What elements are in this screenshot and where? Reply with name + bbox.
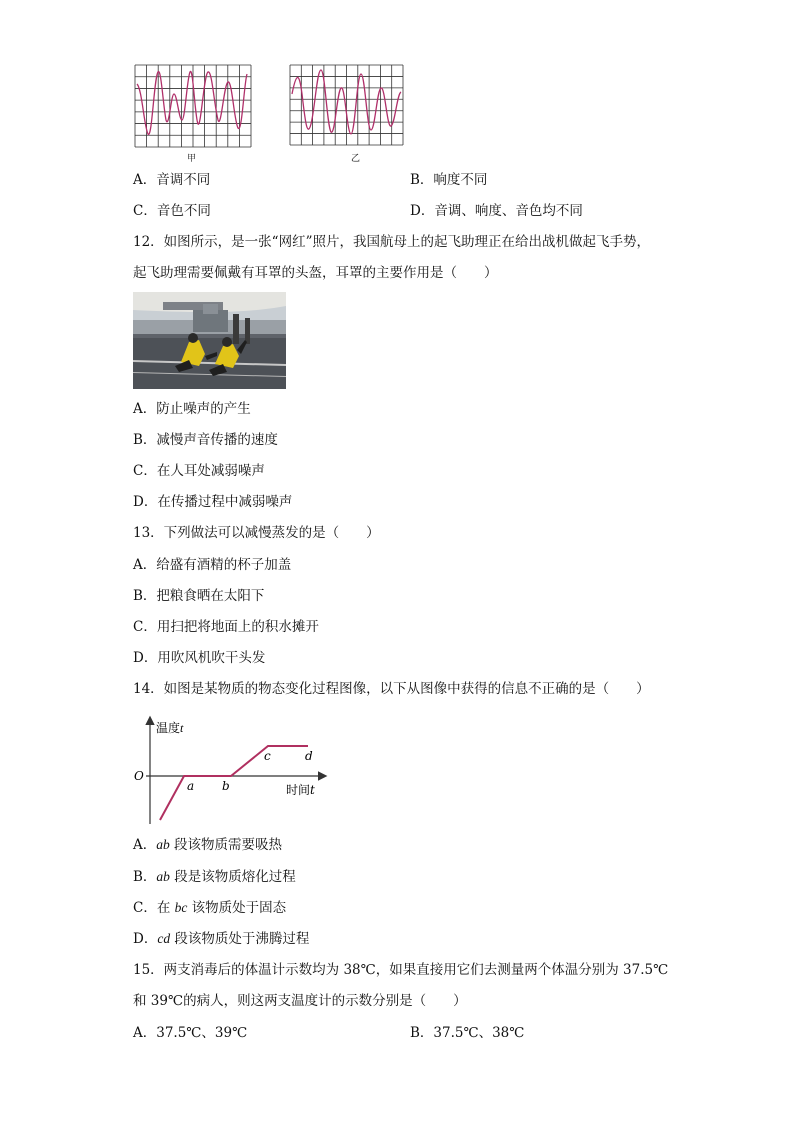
- q11-option-a: A．音调不同: [133, 172, 211, 188]
- waveform-jia-label: 甲: [187, 154, 197, 164]
- q13-option-b: B．把粮食晒在太阳下: [133, 588, 265, 604]
- point-d-label: d: [305, 749, 313, 763]
- q14-option-b: B．ab 段是该物质熔化过程: [133, 869, 296, 885]
- point-c-label: c: [264, 749, 271, 763]
- x-axis-label: 时间t: [286, 783, 315, 797]
- q12-option-a: A．防止噪声的产生: [133, 401, 251, 417]
- waveform-jia: [137, 71, 247, 134]
- q15-stem-line2: 和 39℃的病人，则这两支温度计的示数分别是（ ）: [133, 993, 467, 1009]
- q12-option-d: D．在传播过程中减弱噪声: [133, 494, 293, 510]
- waveform-yi-label: 乙: [351, 154, 361, 164]
- q15-option-a: A．37.5℃、39℃: [133, 1025, 248, 1041]
- q15-stem-line1: 15．两支消毒后的体温计示数均为 38℃，如果直接用它们去测量两个体温分别为 37.5℃: [133, 962, 669, 978]
- q13-option-d: D．用吹风机吹干头发: [133, 650, 266, 666]
- y-axis-label: 温度t: [156, 721, 184, 735]
- q14-option-c: C．在 bc 该物质处于固态: [133, 900, 287, 916]
- waveform-yi-figure: [289, 64, 404, 146]
- q12-stem-line1: 12．如图所示，是一张“网红”照片，我国航母上的起飞助理正在给出战机做起飞手势，: [133, 234, 650, 250]
- q12-option-c: C．在人耳处减弱噪声: [133, 463, 265, 479]
- q11-option-d: D．音调、响度、音色均不同: [410, 203, 583, 219]
- q12-stem-line2: 起飞助理需要佩戴有耳罩的头盔，耳罩的主要作用是（ ）: [133, 265, 498, 281]
- origin-label: O: [134, 769, 144, 783]
- q13-option-a: A．给盛有酒精的杯子加盖: [133, 557, 292, 573]
- q14-option-d: D．cd 段该物质处于沸腾过程: [133, 931, 310, 947]
- phase-change-graph: [130, 712, 330, 830]
- q13-option-c: C．用扫把将地面上的积水摊开: [133, 619, 319, 635]
- q12-option-b: B．减慢声音传播的速度: [133, 432, 278, 448]
- q11-option-c: C．音色不同: [133, 203, 211, 219]
- q15-option-b: B．37.5℃、38℃: [410, 1025, 525, 1041]
- point-b-label: b: [222, 779, 230, 793]
- q14-option-a: A．ab 段该物质需要吸热: [133, 837, 283, 853]
- point-a-label: a: [187, 779, 195, 793]
- q13-stem: 13．下列做法可以减慢蒸发的是（ ）: [133, 525, 380, 541]
- q14-stem: 14．如图是某物质的物态变化过程图像，以下从图像中获得的信息不正确的是（ ）: [133, 681, 650, 697]
- q11-option-b: B．响度不同: [410, 172, 488, 188]
- waveform-jia-figure: [134, 64, 252, 148]
- carrier-deck-photo: [133, 292, 286, 389]
